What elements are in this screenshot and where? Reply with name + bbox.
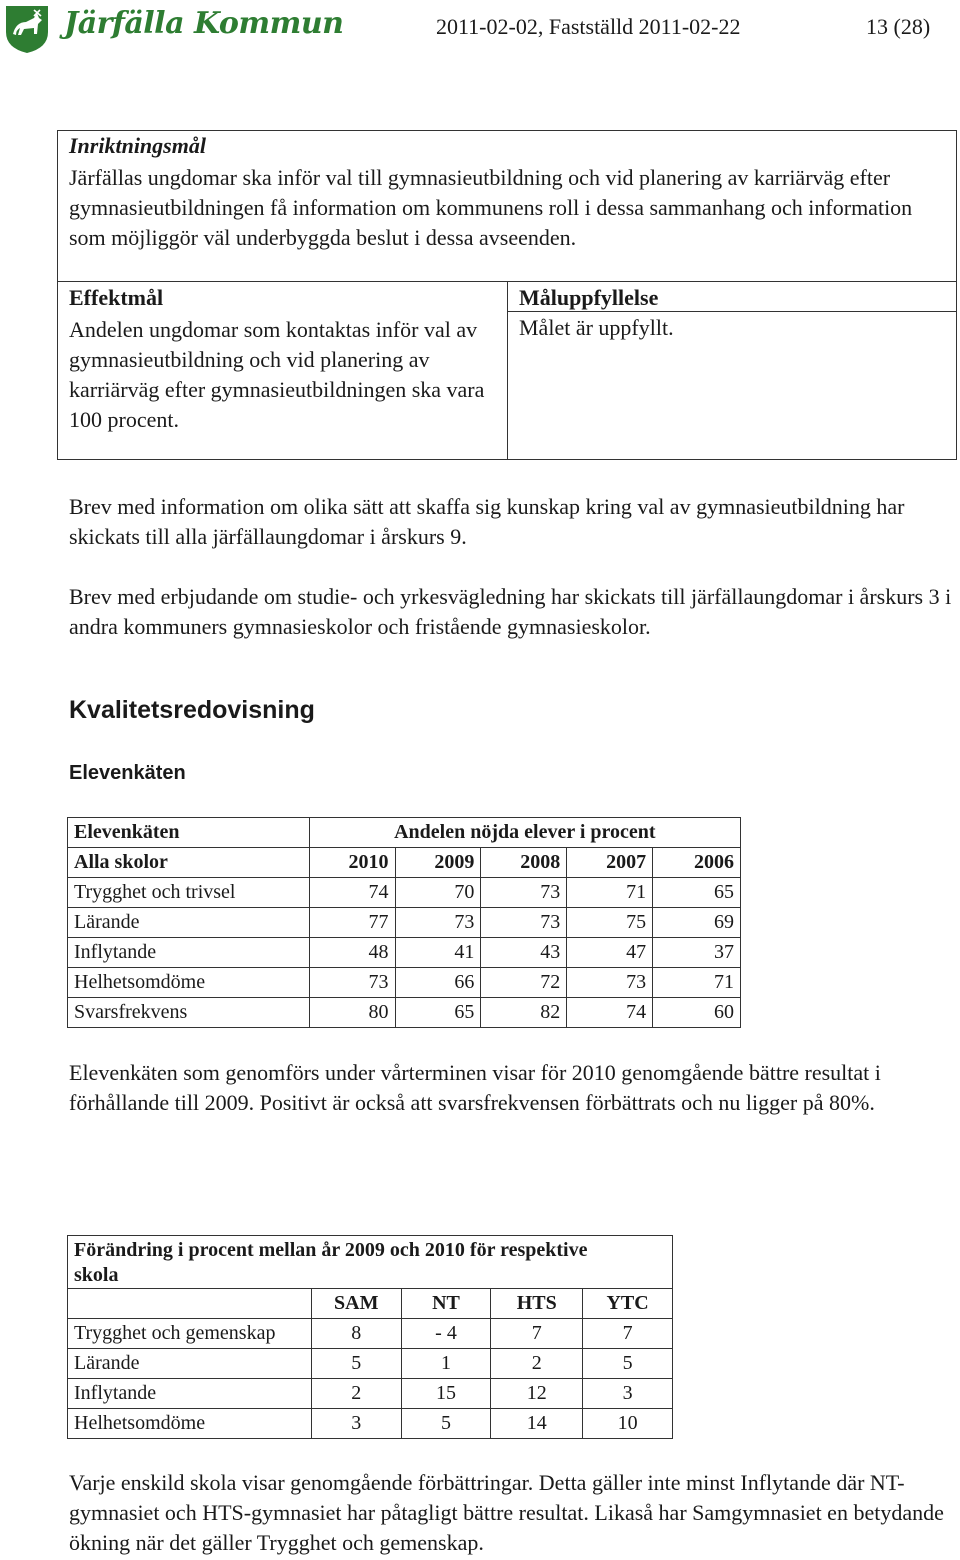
year-header: 2006	[653, 848, 741, 878]
table-row	[68, 1349, 673, 1379]
cell-value: 73	[309, 968, 395, 998]
cell-value: 72	[481, 968, 567, 998]
cell-value: 80	[309, 998, 395, 1028]
cell-value: 65	[653, 878, 741, 908]
cell-value: 70	[395, 878, 481, 908]
municipality-logo-text: Järfälla Kommun	[64, 6, 344, 41]
cell-value: 48	[309, 938, 395, 968]
table-row	[68, 998, 741, 1028]
cell-value: 15	[401, 1379, 491, 1409]
goal-box	[57, 130, 957, 460]
cell-value: 5	[311, 1349, 401, 1379]
fulfilment-text: Målet är uppfyllt.	[519, 315, 674, 340]
school-header: YTC	[583, 1289, 673, 1319]
survey-table	[67, 817, 741, 1028]
row-label: Inflytande	[68, 938, 310, 968]
year-header: 2007	[567, 848, 653, 878]
page-header	[0, 0, 960, 62]
table-group-header: Andelen nöjda elever i procent	[309, 818, 740, 848]
municipal-crest-icon	[4, 4, 50, 54]
section-subheading: Elevenkäten	[69, 762, 186, 784]
row-label: Helhetsomdöme	[68, 968, 310, 998]
cell-value: 37	[653, 938, 741, 968]
cell-value: 82	[481, 998, 567, 1028]
table-title-row	[68, 1236, 673, 1289]
cell-value: 2	[491, 1349, 583, 1379]
year-header: 2010	[309, 848, 395, 878]
cell-value: 73	[395, 908, 481, 938]
cell-value: 3	[583, 1379, 673, 1409]
year-header: 2009	[395, 848, 481, 878]
table-year-row	[68, 848, 741, 878]
cell-value: 73	[481, 878, 567, 908]
cell-value: 74	[309, 878, 395, 908]
cell-value: 12	[491, 1379, 583, 1409]
survey-summary: Elevenkäten som genomförs under vårterminen visar för 2010 genomgående bättre resultat i förhållande till 2009. Positivt är också att svarsfrekvensen förbättrats och nu ligger på 80%.	[69, 1060, 881, 1115]
school-header: NT	[401, 1289, 491, 1319]
effect-goal-text: Andelen ungdomar som kontaktas inför val av gymnasieutbildning och vid planering av karriärväg efter gymnasieutbildningen ska vara 100 procent.	[69, 317, 485, 432]
row-label: Lärande	[68, 1349, 312, 1379]
goal-text: Järfällas ungdomar ska inför val till gymnasieutbildning och vid planering av karriärväg efter gymnasieutbildningen få information om kommunens roll i dessa sammanhang och information som möjliggör väl underbyggda beslut i dessa avseenden.	[69, 165, 913, 250]
cell-value: 43	[481, 938, 567, 968]
cell-value: 66	[395, 968, 481, 998]
cell-value: - 4	[401, 1319, 491, 1349]
cell-value: 10	[583, 1409, 673, 1439]
goal-title: Inriktningsmål	[69, 133, 206, 158]
page-number: 13 (28)	[866, 14, 931, 39]
effect-goal-heading: Effektmål	[69, 285, 164, 310]
cell-value: 47	[567, 938, 653, 968]
school-header: HTS	[491, 1289, 583, 1319]
table-row	[68, 1409, 673, 1439]
table-row	[68, 938, 741, 968]
cell-value: 7	[491, 1319, 583, 1349]
table-corner-label: Elevenkäten	[68, 818, 310, 848]
row-label: Svarsfrekvens	[68, 998, 310, 1028]
year-header: 2008	[481, 848, 567, 878]
document-date: 2011-02-02, Fastställd 2011-02-22	[436, 14, 741, 39]
cell-value: 73	[567, 968, 653, 998]
cell-value: 1	[401, 1349, 491, 1379]
cell-value: 74	[567, 998, 653, 1028]
table-header-row	[68, 1289, 673, 1319]
table-row	[68, 1379, 673, 1409]
fulfilment-header-divider	[507, 311, 956, 312]
table-row	[68, 878, 741, 908]
closing-paragraph: Varje enskild skola visar genomgående förbättringar. Detta gäller inte minst Inflytande där NT-gymnasiet och HTS-gymnasiet har påtagligt bättre resultat. Likaså har Samgymnasiet en betydande ökning när det gäller Trygghet och gemenskap.	[69, 1470, 944, 1555]
table-row	[68, 968, 741, 998]
section-heading: Kvalitetsredovisning	[69, 696, 315, 724]
paragraph-guidance-letter: Brev med erbjudande om studie- och yrkesvägledning har skickats till järfällaungdomar i årskurs 3 i andra kommuners gymnasieskolor och fristående gymnasieskolor.	[69, 584, 952, 639]
row-label: Helhetsomdöme	[68, 1409, 312, 1439]
cell-value: 3	[311, 1409, 401, 1439]
paragraph-information-letter: Brev med information om olika sätt att skaffa sig kunskap kring val av gymnasieutbildning har skickats till alla järfällaungdomar i årskurs 9.	[69, 494, 905, 549]
table-empty-cell	[68, 1289, 312, 1319]
row-label: Trygghet och trivsel	[68, 878, 310, 908]
change-table-title: Förändring i procent mellan år 2009 och 2010 för respektive skola	[68, 1236, 673, 1289]
cell-value: 14	[491, 1409, 583, 1439]
cell-value: 41	[395, 938, 481, 968]
cell-value: 7	[583, 1319, 673, 1349]
school-header: SAM	[311, 1289, 401, 1319]
cell-value: 73	[481, 908, 567, 938]
cell-value: 71	[567, 878, 653, 908]
table-row	[68, 1319, 673, 1349]
cell-value: 71	[653, 968, 741, 998]
change-table	[67, 1235, 673, 1439]
fulfilment-heading: Måluppfyllelse	[519, 285, 659, 310]
cell-value: 8	[311, 1319, 401, 1349]
cell-value: 2	[311, 1379, 401, 1409]
cell-value: 65	[395, 998, 481, 1028]
cell-value: 77	[309, 908, 395, 938]
cell-value: 5	[401, 1409, 491, 1439]
table-row-header: Alla skolor	[68, 848, 310, 878]
cell-value: 75	[567, 908, 653, 938]
cell-value: 5	[583, 1349, 673, 1379]
table-row	[68, 908, 741, 938]
cell-value: 69	[653, 908, 741, 938]
table-header-row	[68, 818, 741, 848]
row-label: Inflytande	[68, 1379, 312, 1409]
row-label: Lärande	[68, 908, 310, 938]
row-label: Trygghet och gemenskap	[68, 1319, 312, 1349]
goal-column-divider	[507, 281, 508, 459]
cell-value: 60	[653, 998, 741, 1028]
